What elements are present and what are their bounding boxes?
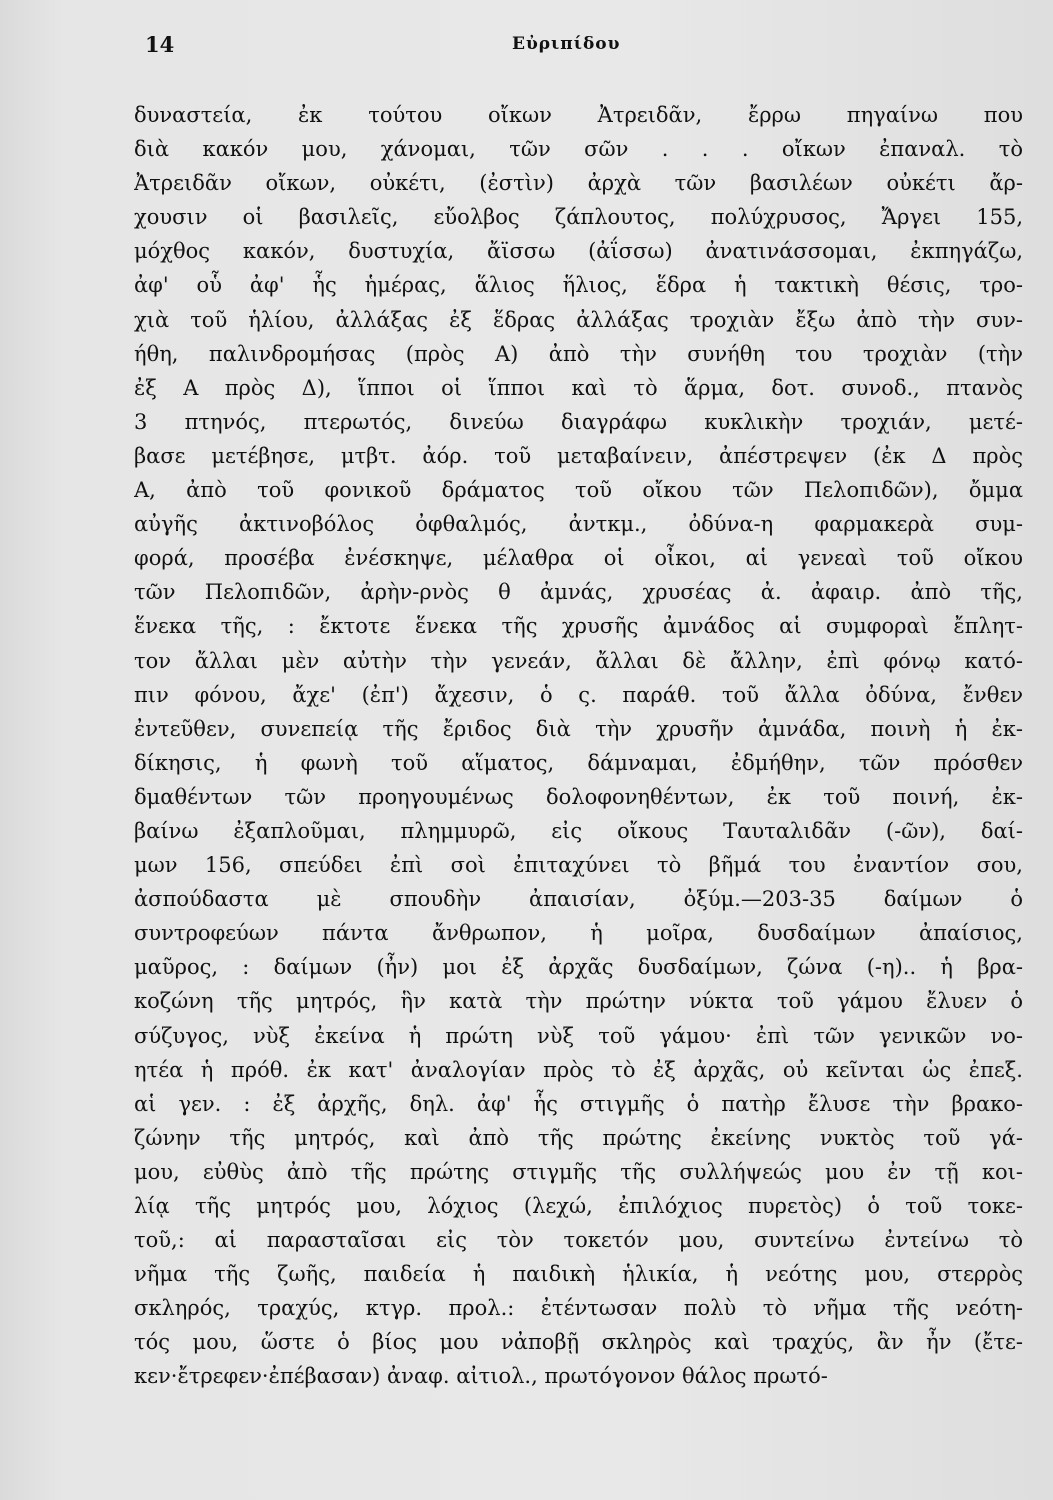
text-line: μων 156, σπεύδει ἐπὶ σοὶ ἐπιταχύνει τὸ βῆμά του ἐναντίον σου, xyxy=(134,853,1023,878)
text-line: διὰ κακόν μου, χάνομαι, τῶν σῶν . . . οἴκων ἐπαναλ. τὸ xyxy=(134,137,1023,162)
text-line: κεν·ἔτρεφεν·ἐπέβασαν) ἀναφ. αἰτιολ., πρωτόγονον θάλος πρωτό- xyxy=(134,1364,828,1389)
commentary-text xyxy=(134,98,1023,1394)
text-line: ἀσπούδαστα μὲ σπουδὴν ἀπαισίαν, ὀξύμ.—203-35 δαίμων ὁ xyxy=(134,887,1023,912)
text-line: δυναστεία, ἐκ τούτου οἴκων Ἀτρειδᾶν, ἔρρω πηγαίνω που xyxy=(134,103,1023,127)
text-line: δμαθέντων τῶν προηγουμένως δολοφονηθέντων, ἐκ τοῦ ποινή, ἐκ- xyxy=(134,784,1023,809)
text-line: Α, ἀπὸ τοῦ φονικοῦ δράματος τοῦ οἴκου τῶν Πελοπιδῶν), ὄμμα xyxy=(134,478,1023,503)
text-line: ἐντεῦθεν, συνεπείᾳ τῆς ἔριδος διὰ τὴν χρυσῆν ἀμνάδα, ποινὴ ἡ ἐκ- xyxy=(134,716,1023,741)
text-line: ἐξ Α πρὸς Δ), ἵπποι οἱ ἵπποι καὶ τὸ ἅρμα, δοτ. συνοδ., πτανὸς xyxy=(134,375,1023,400)
text-line: τῶν Πελοπιδῶν, ἀρὴν-ρνὸς θ ἀμνάς, χρυσέας ἀ. ἀφαιρ. ἀπὸ τῆς, xyxy=(134,580,1023,605)
text-line: τον ἄλλαι μὲν αὐτὴν τὴν γενεάν, ἄλλαι δὲ ἄλλην, ἐπὶ φόνῳ κατό- xyxy=(134,648,1023,673)
text-line: μόχθος κακόν, δυστυχία, ἄϊσσω (ἀΐσσω) ἀνατινάσσομαι, ἐκπηγάζω, xyxy=(134,239,1023,264)
text-line: χιὰ τοῦ ἡλίου, ἀλλάξας ἐξ ἕδρας ἀλλάξας τροχιὰν ἔξω ἀπὸ τὴν συν- xyxy=(134,307,1023,332)
text-line: αἱ γεν. : ἐξ ἀρχῆς, δηλ. ἀφ' ἧς στιγμῆς ὁ πατὴρ ἔλυσε τὴν βρακο- xyxy=(134,1091,1023,1116)
text-line: ητέα ἡ πρόθ. ἐκ κατ' ἀναλογίαν πρὸς τὸ ἐξ ἀρχᾶς, οὐ κεῖνται ὡς ἐπεξ. xyxy=(134,1057,1023,1082)
text-line: δίκησις, ἡ φωνὴ τοῦ αἵματος, δάμναμαι, ἐδμήθην, τῶν πρόσθεν xyxy=(134,750,1023,775)
page-header xyxy=(134,32,1023,72)
text-line: 3 πτηνός, πτερωτός, δινεύω διαγράφω κυκλικὴν τροχιάν, μετέ- xyxy=(134,409,1023,434)
text-line: ζώνην τῆς μητρός, καὶ ἀπὸ τῆς πρώτης ἐκείνης νυκτὸς τοῦ γά- xyxy=(134,1125,1023,1150)
text-line: ήθη, παλινδρομήσας (πρὸς Α) ἀπὸ τὴν συνήθη του τροχιὰν (τὴν xyxy=(134,341,1023,366)
page-number: 14 xyxy=(145,32,175,57)
text-line: φορά, προσέβα ἐνέσκηψε, μέλαθρα οἱ οἶκοι, αἱ γενεαὶ τοῦ οἴκου xyxy=(134,546,1023,571)
text-line: ἀφ' οὗ ἀφ' ἧς ἡμέρας, ἅλιος ἥλιος, ἕδρα ἡ τακτικὴ θέσις, τρο- xyxy=(134,273,1023,298)
text-line: κοζώνη τῆς μητρός, ἣν κατὰ τὴν πρώτην νύκτα τοῦ γάμου ἔλυεν ὁ xyxy=(134,989,1023,1014)
text-line: βασε μετέβησε, μτβτ. ἀόρ. τοῦ μεταβαίνειν, ἀπέστρεψεν (ἐκ Δ πρὸς xyxy=(134,443,1023,468)
text-line: μαῦρος, : δαίμων (ἦν) μοι ἐξ ἀρχᾶς δυσδαίμων, ζώνα (-η).. ἡ βρα- xyxy=(134,955,1023,980)
text-line: ἕνεκα τῆς, : ἔκτοτε ἕνεκα τῆς χρυσῆς ἀμνάδος αἱ συμφοραὶ ἔπλητ- xyxy=(134,614,1023,639)
text-line: λίᾳ τῆς μητρός μου, λόχιος (λεχώ, ἐπιλόχιος πυρετὸς) ὁ τοῦ τοκε- xyxy=(134,1194,1023,1218)
text-line: χουσιν οἱ βασιλεῖς, εὔολβος ζάπλουτος, πολύχρυσος, Ἄργει 155, xyxy=(134,205,1023,230)
text-line: τοῦ,: αἱ παρασταῖσαι εἰς τὸν τοκετόν μου, συντείνω ἐντείνω τὸ xyxy=(134,1228,1023,1253)
text-line: μου, εὐθὺς ἀπὸ τῆς πρώτης στιγμῆς τῆς συλλήψεώς μου ἐν τῇ κοι- xyxy=(134,1159,1023,1184)
text-line: βαίνω ἐξαπλοῦμαι, πλημμυρῶ, εἰς οἴκους Ταυταλιδᾶν (-ῶν), δαί- xyxy=(134,818,1023,843)
text-line: νῆμα τῆς ζωῆς, παιδεία ἡ παιδικὴ ἡλικία, ἡ νεότης μου, στερρὸς xyxy=(134,1262,1023,1287)
text-line: πιν φόνου, ἄχε' (ἐπ') ἄχεσιν, ὁ ς. παράθ. τοῦ ἄλλα ὀδύνα, ἔνθεν xyxy=(134,682,1023,707)
text-line: αὐγῆς ἀκτινοβόλος ὀφθαλμός, ἀντκμ., ὀδύνα-η φαρμακερὰ συμ- xyxy=(134,512,1023,537)
text-line: σκληρός, τραχύς, κτγρ. προλ.: ἐτέντωσαν πολὺ τὸ νῆμα τῆς νεότη- xyxy=(134,1296,1023,1321)
text-line: σύζυγος, νὺξ ἐκείνα ἡ πρώτη νὺξ τοῦ γάμου· ἐπὶ τῶν γενικῶν νο- xyxy=(134,1023,1023,1048)
text-line: συντροφεύων πάντα ἄνθρωπον, ἡ μοῖρα, δυσδαίμων ἀπαίσιος, xyxy=(134,921,1023,946)
text-line: Ἀτρειδᾶν οἴκων, οὐκέτι, (ἐστὶν) ἀρχὰ τῶν βασιλέων οὐκέτι ἄρ- xyxy=(134,171,1023,196)
running-head: Εὐριπίδου xyxy=(512,34,621,54)
text-line: τός μου, ὥστε ὁ βίος μου νἀποβῇ σκληρὸς καὶ τραχύς, ἂν ἦν (ἔτε- xyxy=(134,1330,1023,1355)
